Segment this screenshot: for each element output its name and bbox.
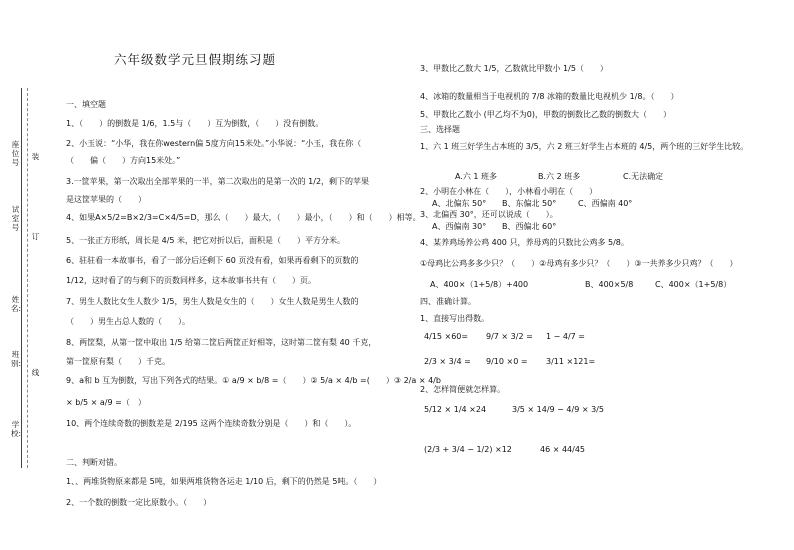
choice-2: 2、小明在小林在（ ），小林看小明在（ ） (420, 187, 598, 196)
question-8a: 8、两筐梨，从第一筐中取出 1/5 给第二筐后两筐正好相等，这时第二筐有梨 40 千克， (66, 338, 377, 347)
calc-s3: (2/3 + 3/4 − 1/2) ×12 (424, 445, 512, 454)
margin-ding: 订 (31, 232, 40, 241)
margin-name: 姓名: (11, 295, 22, 313)
margin-class: 班别: (11, 350, 22, 368)
question-4: 4、如果A×5/2=B×2/3=C×4/5=D，那么（ ）最大，（ ）最小，（ ）和（ ）相等。 (66, 213, 421, 222)
question-7b: （ ）男生占总人数的（ ）。 (66, 317, 190, 326)
margin-seat-no: 座位号 (11, 140, 20, 167)
calc-direct-heading: 1、直接写出得数。 (420, 314, 490, 323)
calc-1b: 9/7 × 3/2 = (486, 332, 533, 341)
judge-3: 3、甲数比乙数大 1/5，乙数就比甲数小 1/5（ ） (420, 64, 608, 73)
question-8b: 第一筐原有梨（ ）千克。 (66, 357, 170, 366)
judge-2: 2、一个数的倒数一定比原数小。（ ） (66, 498, 212, 507)
question-3a: 3.一筐苹果，第一次取出全部苹果的一半，第二次取出的是第一次的 1/2，剩下的苹果 (66, 177, 370, 186)
section-fill-blank: 一、填空题 (66, 100, 106, 109)
choice-2-b: B、东偏北 50° (502, 199, 557, 208)
choice-3-a: A、西偏南 30° (432, 222, 487, 231)
calc-1c: 1 − 4/7 = (546, 332, 585, 341)
margin-exam-no: 试室号 (11, 205, 20, 232)
question-6a: 6、驻驻看一本故事书，看了一部分后还剩下 60 页没有看，如果再看剩下的页数的 (66, 256, 359, 265)
question-9a: 9、a和 b 互为倒数，写出下列各式的结果。① a/9 × b/8 =（ ）② 5/a × 4/b =( ）③ 2/a × 4/b (66, 376, 441, 385)
question-2a: 2、小玉说：“小华，我在你western偏 5度方向15米处。”小华说：“小玉，我在你（ (66, 139, 362, 148)
calc-s4: 46 × 44/45 (540, 445, 586, 454)
question-3b: 是这筐苹果的（ ） (66, 195, 146, 204)
calc-s1: 5/12 × 1/4 ×24 (424, 405, 487, 414)
choice-1-b: B.六 2 班多 (538, 172, 581, 181)
choice-2-a: A、北偏东 50° (432, 199, 487, 208)
choice-4-a: A、400×（1+5/8）+400 (430, 280, 529, 289)
choice-1: 1、六 1 班三好学生占本班的 3/5，六 2 班三好学生占本班的 4/5，两个班的三好学生比较。 (420, 142, 749, 151)
judge-1: 1、、两堆货物原来都是 5吨，如果两堆货物各运走 1/10 后，剩下的仍然是 5吨。（ ） (66, 477, 382, 486)
binding-line (21, 88, 22, 468)
page-title: 六年级数学元旦假期练习题 (114, 52, 277, 67)
binding-dash (27, 88, 28, 468)
choice-3-b: B、西偏北 60° (502, 222, 557, 231)
choice-4: 4、某养鸡场养公鸡 400 只，养母鸡的只数比公鸡多 5/8。 (420, 238, 629, 247)
calc-2a: 2/3 × 3/4 = (424, 357, 471, 366)
question-5: 5、一张正方形纸，周长是 4/5 米，把它对折以后，面积是（ ）平方分米。 (66, 236, 346, 245)
choice-4-c: C、400×（1+5/8） (655, 280, 732, 289)
question-7a: 7、男生人数比女生人数少 1/5，男生人数是女生的（ ）女生人数是男生人数的 (66, 297, 359, 306)
section-calc: 四、准确计算。 (420, 297, 476, 306)
choice-3: 3、北偏西 30°，还可以说成（ ）。 (420, 210, 558, 219)
question-6b: 1/12，这时看了的与剩下的页数同样多，这本故事书共有（ ）页。 (66, 276, 316, 285)
calc-s2: 3/5 × 14/9 − 4/9 × 3/5 (512, 405, 604, 414)
question-1: 1、（ ）的倒数是 1/6，1.5与（ ）互为倒数，（ ）没有倒数。 (66, 119, 324, 128)
margin-line: 线 (31, 368, 40, 377)
margin-zhuang: 装 (31, 152, 40, 161)
calc-1a: 4/15 ×60= (424, 332, 469, 341)
question-10: 10、两个连续奇数的倒数差是 2/195 这两个连续奇数分别是（ ）和（ ）。 (66, 419, 357, 428)
calc-2b: 9/10 ×0 = (486, 357, 528, 366)
question-2b: （ 偏（ ）方向15米处。” (66, 156, 181, 165)
choice-2-c: C、西偏南 40° (578, 199, 633, 208)
question-9b: × b/5 × a/9 =（ ） (66, 398, 146, 407)
margin-school: 学校: (11, 420, 22, 438)
calc-simplify-heading: 2、怎样简便就怎样算。 (420, 385, 506, 394)
choice-1-a: A.六 1 班多 (455, 172, 498, 181)
choice-4-questions: ①母鸡比公鸡多多少只？（ ）②母鸡有多少只？（ ）③一共养多少只鸡？（ ） (420, 259, 738, 268)
judge-5: 5、甲数比乙数小 (甲乙均不为0)，甲数的倒数比乙数的倒数大（ ） (420, 110, 671, 119)
section-judge: 二、判断对错。 (66, 458, 122, 467)
choice-1-c: C.无法确定 (623, 172, 664, 181)
choice-4-b: B、400×5/8 (585, 280, 634, 289)
section-choice: 三、选择题 (420, 125, 460, 134)
calc-2c: 3/11 ×121= (546, 357, 596, 366)
judge-4: 4、冰箱的数量相当于电视机的 7/8 冰箱的数量比电视机少 1/8。（ ） (420, 92, 679, 101)
